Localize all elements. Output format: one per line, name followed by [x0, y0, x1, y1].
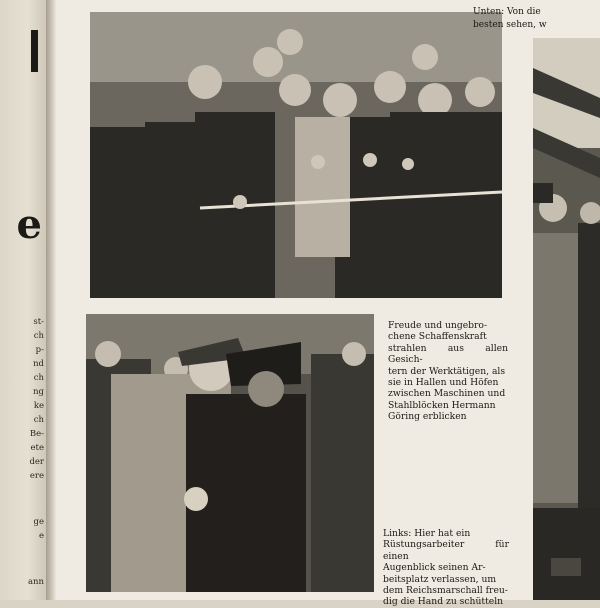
caption-line: strahlen aus allen Gesich- — [388, 342, 508, 366]
photo-workers-machinery — [533, 38, 600, 600]
left-page — [0, 0, 46, 600]
left-page-fragment: e — [38, 531, 44, 541]
left-page-fragment: ere — [29, 471, 44, 481]
left-page-fragment: ge — [33, 517, 44, 527]
photo-handshake — [86, 314, 374, 592]
left-page-bar — [31, 30, 38, 72]
caption-links — [383, 528, 509, 608]
caption-line: sie in Hallen und Höfen — [388, 377, 499, 389]
caption-line: tern der Werktätigen, als — [388, 365, 506, 377]
left-page-big-letter: e — [16, 201, 42, 248]
left-page-fragment: st- — [33, 317, 44, 327]
page-gutter — [46, 0, 56, 600]
caption-line: besten sehen, w — [473, 20, 547, 30]
caption-line: dig die Hand zu schütteln — [383, 596, 504, 608]
left-page-fragment: nd — [33, 359, 44, 369]
left-page-fragment: ng — [33, 387, 44, 397]
caption-line: zwischen Maschinen und — [388, 388, 506, 400]
caption-line: Unten: Von die — [473, 7, 541, 17]
caption-line: Freude und ungebro- — [388, 320, 488, 331]
left-page-fragment: ann — [27, 577, 44, 587]
left-page-fragment: ch — [33, 373, 44, 383]
caption-line: Göring erblicken — [388, 411, 467, 423]
top-right-caption — [473, 6, 547, 32]
caption-line: dem Reichsmarschall freu- — [383, 585, 508, 597]
photo-crowd-rope — [90, 12, 502, 298]
caption-freude — [388, 320, 508, 423]
left-page-fragment: p- — [35, 345, 44, 355]
caption-line: Augenblick seinen Ar- — [383, 562, 486, 574]
caption-line: beitsplatz verlassen, um — [383, 573, 497, 585]
caption-line: chene Schaffenskraft — [388, 331, 487, 343]
caption-line: Links: Hier hat ein — [383, 528, 471, 539]
left-page-fragment: der — [29, 457, 44, 467]
left-page-fragment: ch — [33, 415, 44, 425]
caption-line: Rüstungsarbeiter für einen — [383, 539, 509, 562]
left-page-fragment: Be- — [29, 429, 44, 439]
caption-line: Stahlblöcken Hermann — [388, 399, 496, 411]
left-page-fragment: ke — [33, 401, 44, 411]
left-page-fragment: ch — [33, 331, 44, 341]
left-page-fragment: ete — [30, 443, 44, 453]
